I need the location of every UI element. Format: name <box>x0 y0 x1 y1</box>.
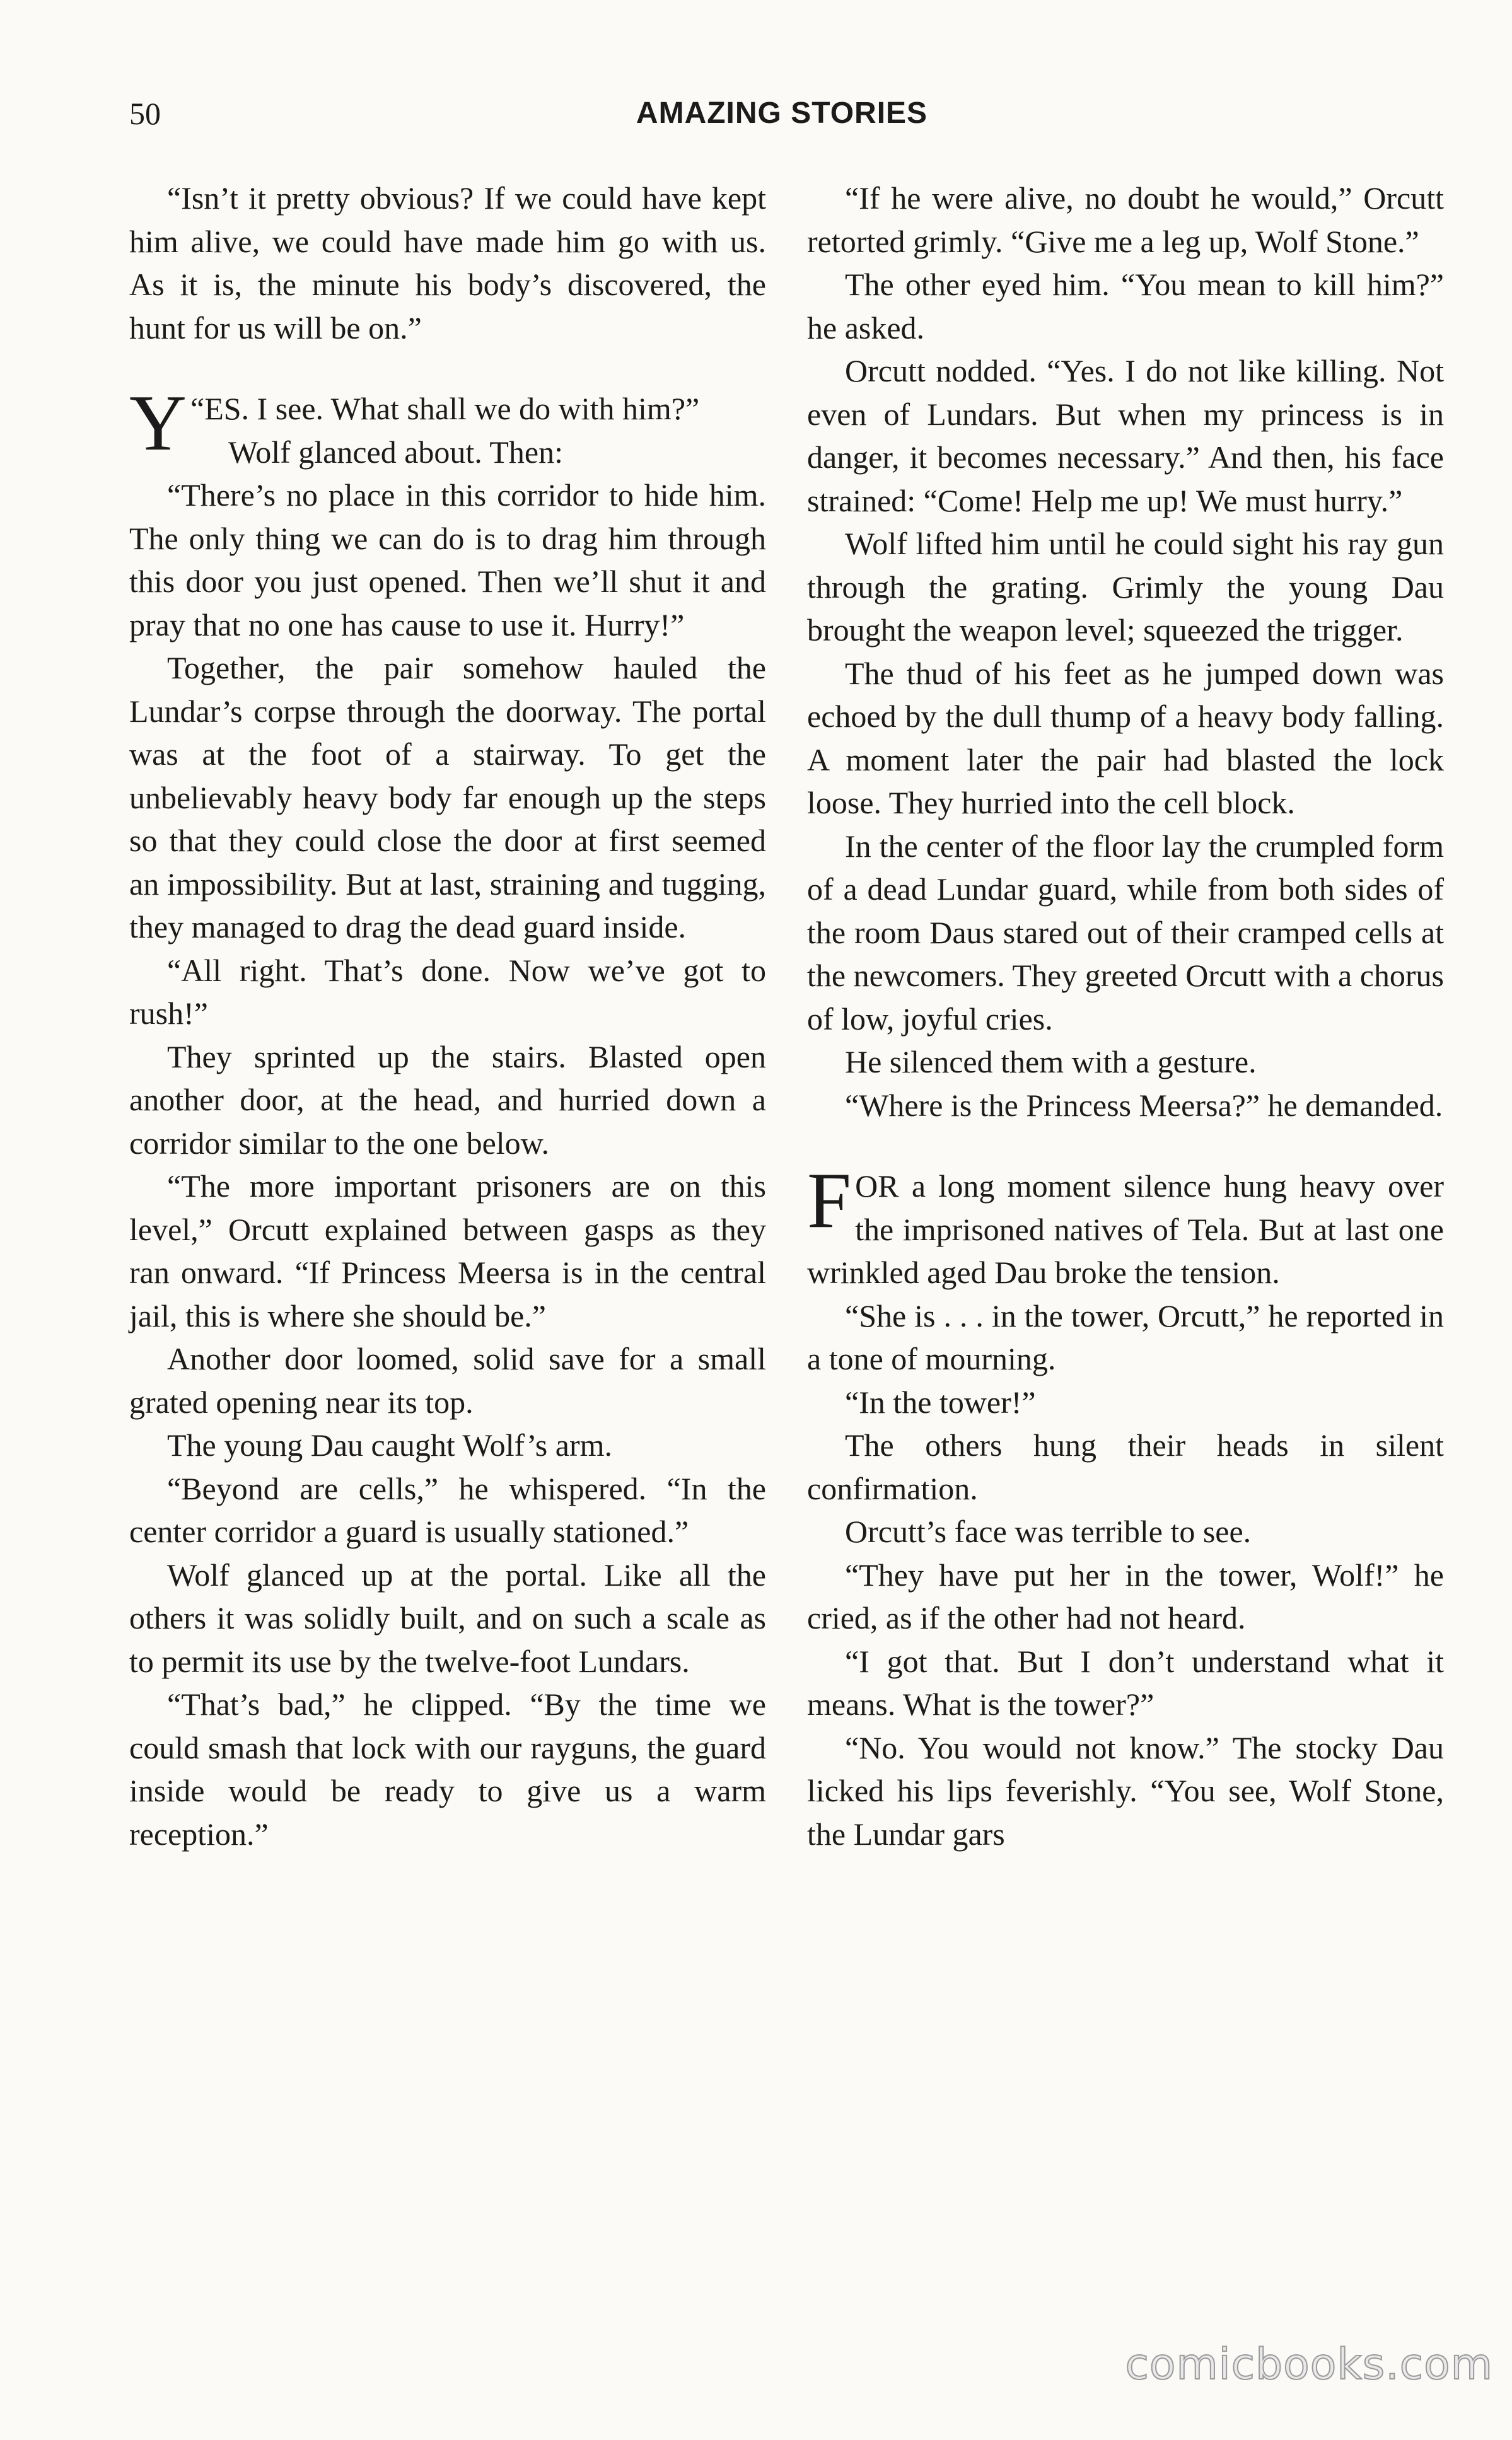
paragraph: “No. You would not know.” The stocky Dau licked his lips feverishly. “You see, Wolf Stone, the Lundar gars <box>807 1729 1444 1852</box>
paragraph-section-start <box>807 1157 1444 1294</box>
paragraph: Wolf lifted him until he could sight his ray gun through the grating. Grimly the young Dau brought the weapon level; squeezed the trigger. <box>807 526 1444 648</box>
paragraph: “Where is the Princess Meersa?” he demanded. <box>845 1087 1443 1123</box>
left-column <box>129 177 766 1856</box>
paragraph: “In the tower!” <box>845 1384 1036 1420</box>
paragraph: “All right. That’s done. Now we’ve got to rush!” <box>129 952 766 1031</box>
paragraph: “She is . . . in the tower, Orcutt,” he reported in a tone of mourning. <box>807 1298 1444 1376</box>
paragraph: The other eyed him. “You mean to kill him?” he asked. <box>807 267 1444 346</box>
paragraph: The others hung their heads in silent confirmation. <box>807 1427 1444 1506</box>
paragraph: “That’s bad,” he clipped. “By the time we could smash that lock with our rayguns, the guard inside would be ready to give us a warm reception.” <box>129 1687 766 1852</box>
paragraph: They sprinted up the stairs. Blasted open another door, at the head, and hurried down a corridor similar to the one below. <box>129 1038 766 1161</box>
paragraph: “Isn’t it pretty obvious? If we could have kept him alive, we could have made him go with us. As it is, the minute his body’s discovered, the hunt for us will be on.” <box>129 180 766 346</box>
paragraph: “There’s no place in this corridor to hide him. The only thing we can do is to drag him through this door you just opened. Then we’ll shut it and pray that no one has cause to use it. Hurry!” <box>129 477 766 642</box>
paragraph: Another door loomed, solid save for a small grated opening near its top. <box>129 1341 766 1420</box>
paragraph: “Beyond are cells,” he whispered. “In the center corridor a guard is usually stationed.” <box>129 1470 766 1549</box>
paragraph: “I got that. But I don’t understand what it means. What is the tower?” <box>807 1643 1444 1722</box>
drop-cap: Y <box>129 380 187 467</box>
watermark: comicbooks.com <box>1125 2340 1493 2390</box>
paragraph: He silenced them with a gesture. <box>845 1044 1257 1079</box>
paragraph: Orcutt nodded. “Yes. I do not like killing. Not even of Lundars. But when my princess is in danger, it becomes necessary.” And then, his face strained: “Come! Help me up! We must hurry.” <box>807 353 1444 518</box>
paragraph: The thud of his feet as he jumped down was echoed by the dull thump of a heavy body falling. A moment later the pair had blasted the lock loose. They hurried into the cell block. <box>807 655 1444 820</box>
drop-cap: F <box>807 1157 852 1245</box>
paragraph: “The more important prisoners are on this level,” Orcutt explained between gasps as they ran onward. “If Princess Meersa is in the central jail, this is where she should be.” <box>129 1168 766 1333</box>
paragraph: Together, the pair somehow hauled the Lundar’s corpse through the doorway. The portal was at the foot of a stairway. To get the unbelievably heavy body far enough up the steps so that they could close the door at first seemed an impossibility. But at last, straining and tugging, they managed to drag the dead guard inside. <box>129 650 766 944</box>
paragraph-text: ES. I see. What shall we do with him?” <box>204 391 700 426</box>
paragraph: Orcutt’s face was terrible to see. <box>845 1514 1252 1549</box>
paragraph: “They have put her in the tower, Wolf!” he cried, as if the other had not heard. <box>807 1557 1444 1635</box>
magazine-title: AMAZING STORIES <box>636 96 928 130</box>
paragraph: The young Dau caught Wolf’s arm. <box>167 1427 612 1463</box>
paragraph: Wolf glanced up at the portal. Like all the others it was solidly built, and on such a scale as to permit its use by the twelve-foot Lundars. <box>129 1557 766 1679</box>
paragraph-text: OR a long moment silence hung heavy over the imprisoned natives of Tela. But at last one wrinkled aged Dau broke the tension. <box>807 1168 1444 1290</box>
right-column <box>807 177 1444 1856</box>
page-number: 50 <box>129 96 161 131</box>
paragraph: “If he were alive, no doubt he would,” Orcutt retorted grimly. “Give me a leg up, Wolf Stone.” <box>807 180 1444 259</box>
paragraph: Wolf glanced about. Then: <box>228 434 564 470</box>
page-header <box>129 88 1434 139</box>
paragraph: In the center of the floor lay the crumpled form of a dead Lundar guard, while from both sides of the room Daus stared out of their cramped cells at the newcomers. They greeted Orcutt with a chorus of low, joyful cries. <box>807 828 1444 1037</box>
open-quote: “ <box>190 391 205 426</box>
